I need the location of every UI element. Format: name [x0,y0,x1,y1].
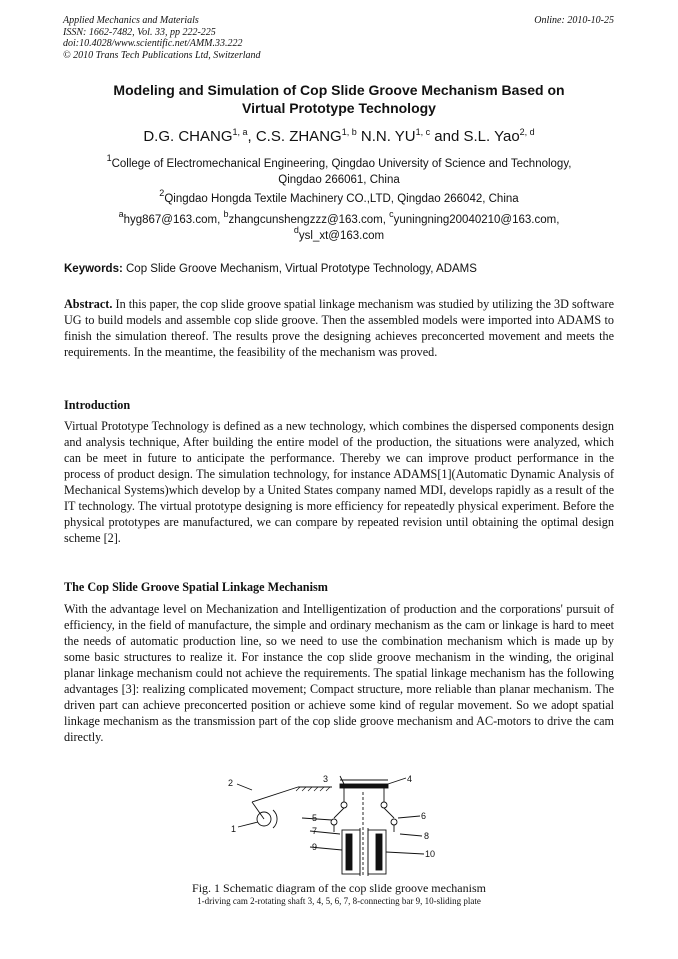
top-connecting-bar [340,784,388,788]
doi-line[interactable]: doi:10.4028/www.scientific.net/AMM.33.222 [63,38,243,49]
figure-label-1: 1 [231,824,237,834]
figure-label-3: 3 [323,774,329,784]
journal-name: Applied Mechanics and Materials [63,15,199,26]
affiliation-1-line-1: College of Electromechanical Engineering, Qingdao University of Science and Technology, [111,158,572,170]
keywords-label: Keywords: [64,263,123,275]
email-d-sup: d [293,225,299,235]
introduction-heading: Introduction [64,398,131,412]
figure-legend: 1-driving cam 2-rotating shaft 3, 4, 5, 6, 7, 8-connecting bar 9, 10-sliding plate [197,896,481,906]
title-line-1: Modeling and Simulation of Cop Slide Groove Mechanism Based on [113,82,565,98]
email-b[interactable]: zhangcunshengzzz@163.com, [228,214,390,226]
copyright-line: © 2010 Trans Tech Publications Ltd, Switzerland [63,49,261,61]
author-4-name: and S.L. Yao [430,128,520,145]
author-1-name: D.G. CHANG [143,128,233,145]
figure-label-8: 8 [424,831,430,841]
author-emails [64,209,614,244]
affiliation-1 [64,153,614,188]
title-line-2: Virtual Prototype Technology [242,100,436,116]
abstract-label: Abstract. [64,297,113,311]
author-list [64,127,614,146]
email-d[interactable]: ysl_xt@163.com [298,230,385,242]
cop-section-heading: The Cop Slide Groove Spatial Linkage Mechanism [64,580,328,594]
author-1-sup: 1, a [232,127,248,137]
email-a-sup: a [118,209,124,219]
figure-label-10: 10 [425,849,436,859]
affiliation-1-sup: 1 [106,153,112,163]
introduction-text: Virtual Prototype Technology is defined as a new technology, which combines the dispersed components design and analysis technique, After building the entire model of the production, the situations were analyzed, which can be meet in future to anticipate the performance. Thereby we can improve product performance in the process of product design. The simulation technology, for instance ADAMS[1](Automatic Dynamic Analysis of Mechanical Systems)which develop by a United States company named MDI, develops rapidly as a result of the IT technology. The virtual prototype designing is more efficiency for repeatedly physical experiment. Before the physical prototypes are manufactured, we can compare by repeated revision until obtaining the optimal design scheme [2]. [64,419,614,545]
cop-section-text: With the advantage level on Mechanization and Intelligentization of production and the corporations' pursuit of efficiency, in the field of manufacture, the simple and ordinary mechanism as the cam or linkage is hard to meet the needs of automatic production line, so we need to use the combination mechanism which is made up by some basic structures to realize it. For instance the cop slide groove mechanism in the winding, the original planar linkage mechanism could not achieve the requirements. The spatial linkage mechanism has the following advantages [3]: realizing complicated movement; Compact structure, more reliable than planar mechanism. The driven part can achieve preconcerted position or achieve some kind of regular movement. So we adopt spatial linkage mechanism as the transmission part of the cop slide groove mechanism and AC-motors to drive the cam directly. [64,602,614,744]
author-2-sup: 1, b [341,127,357,137]
rotation-arrow [273,810,277,828]
author-3-sup: 1, c [415,127,431,137]
affiliation-2 [64,188,614,207]
online-date: Online: 2010-10-25 [534,15,614,26]
affiliation-1-line-2: Qingdao 266061, China [278,174,400,186]
email-a[interactable]: hyg867@163.com, [123,214,224,226]
figure-label-5: 5 [312,813,318,823]
figure-label-9: 9 [312,842,318,852]
affiliation-2-sup: 2 [159,188,165,198]
email-b-sup: b [223,209,229,219]
rotating-shaft-arm [252,787,298,802]
figure-label-2: 2 [228,778,234,788]
issn-line: ISSN: 1662-7482, Vol. 33, pp 222-225 [63,26,216,38]
mechanism-schematic [222,772,442,877]
affiliation-2-text: Qingdao Hongda Textile Machinery CO.,LTD, Qingdao 266042, China [164,193,519,205]
figure-caption: Fig. 1 Schematic diagram of the cop slide groove mechanism [192,881,486,895]
abstract [64,296,614,360]
abstract-text: In this paper, the cop slide groove spatial linkage mechanism was studied by utilizing the 3D software UG to build models and assemble cop slide groove. Then the assembled models were imported into ADAMS to finish the simulation thereof. The results prove the designing achieves preconcerted movement and meets the requirements. In the meantime, the feasibility of the mechanism was proved. [64,297,614,359]
author-3-name: N.N. YU [356,128,416,145]
email-c[interactable]: yuningning20040210@163.com, [393,214,560,226]
keywords [64,262,614,277]
journal-header [63,15,261,61]
paper-title [64,81,614,117]
figure-label-7: 7 [312,826,318,836]
author-2-name: , C.S. ZHANG [247,128,342,145]
figure-label-6: 6 [421,811,427,821]
email-c-sup: c [389,209,394,219]
keywords-text: Cop Slide Groove Mechanism, Virtual Prototype Technology, ADAMS [122,263,477,275]
figure-label-4: 4 [407,774,413,784]
author-4-sup: 2, d [519,127,535,137]
